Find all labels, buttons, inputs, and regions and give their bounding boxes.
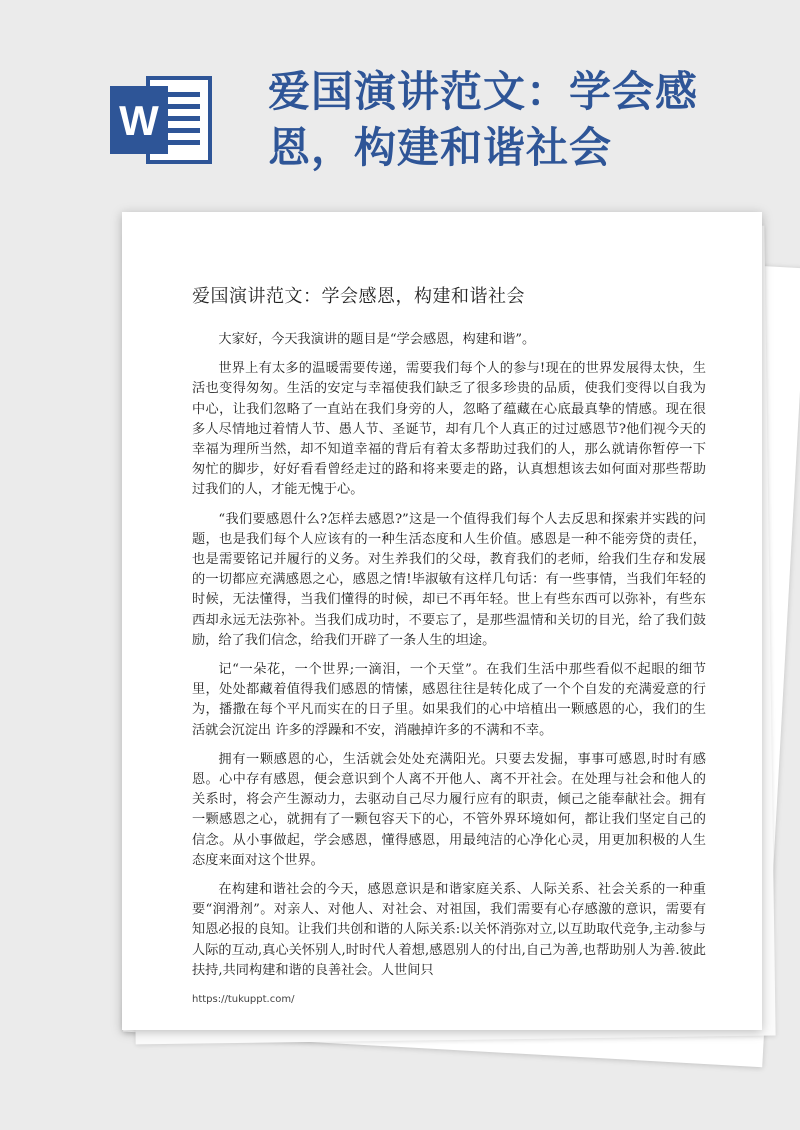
paragraph: 世界上有太多的温暖需要传递，需要我们每个人的参与!现在的世界发展得太快，生活也变得匆匆。生活的安定与幸福使我们缺乏了很多珍贵的品质，使我们变得以自我为中心，让我们忽略了一直站在我们身旁的人，忽略了蕴藏在心底最真挚的情感。现在很多人尽情地过着情人节、愚人节、圣诞节，却有几个人真正的过过感恩节?他们视今天的幸福为理所当然，却不知道幸福的背后有着太多帮助过我们的人，那么就请你暂停一下匆忙的脚步，好好看看曾经走过的路和将来要走的路，认真想想该去如何面对那些帮助过我们的人，才能无愧于心。	[192, 361, 706, 498]
document-heading: 爱国演讲范文：学会感恩，构建和谐社会	[192, 286, 525, 307]
paragraph: 在构建和谐社会的今天，感恩意识是和谐家庭关系、人际关系、社会关系的一种重要“润滑剂”。对亲人、对他人、对社会、对祖国，我们需要有心存感激的意识，需要有知恩必报的良知。让我们共创和谐的人际关系:以关怀消弥对立,以互助取代竞争,主动参与人际的互动,真心关怀别人,时时代人着想,感恩别人的付出,自己为善,也帮助别人为善.彼此扶持,共同构建和谐的良善社会。人世间只	[192, 882, 706, 978]
footer-url[interactable]: https://tukuppt.com/	[192, 994, 295, 1005]
word-logo-letter: W	[119, 97, 159, 144]
paragraph: 记“一朵花，一个世界;一滴泪，一个天堂”。在我们生活中那些看似不起眼的细节里，处处都藏着值得我们感恩的情愫，感恩往往是转化成了一个个自发的充满爱意的行为，播撒在每个平凡而实在的日子里。如果我们的心中培植出一颗感恩的心，我们的生活就会沉淀出 许多的浮躁和不安，消融掉许多的不满和不幸。	[192, 662, 706, 738]
document-body	[192, 330, 706, 990]
paragraph: “我们要感恩什么?怎样去感恩?”这是一个值得我们每个人去反思和探索并实践的问题，也是我们每个人应该有的一种生活态度和人生价值。感恩是一种不能旁贷的责任，也是需要铭记并履行的义务。对生养我们的父母，教育我们的老师，给我们生存和发展的一切都应充满感恩之心，感恩之情!毕淑敏有这样几句话：有一些事情，当我们年轻的时候，无法懂得，当我们懂得的时候，却已不再年轻。世上有些东西可以弥补，有些东西却永远无法弥补。当我们成功时，不要忘了，是那些温情和关切的目光，给了我们鼓励，给了我们信念，给我们开辟了一条人生的坦途。	[192, 511, 706, 648]
word-document-icon	[108, 72, 214, 168]
header-banner	[0, 0, 800, 200]
banner-title: 爱国演讲范文：学会感恩，构建和谐社会	[268, 67, 699, 172]
paragraph: 拥有一颗感恩的心，生活就会处处充满阳光。只要去发掘，事事可感恩,时时有感恩。心中存有感恩，便会意识到个人离不开他人、离不开社会。在处理与社会和他人的关系时，将会产生源动力，去驱动自己尽力履行应有的职责，倾己之能奉献社会。拥有一颗感恩之心，就拥有了一颗包容天下的心，不管外界环境如何，都让我们坚定自己的信念。从小事做起，学会感恩，懂得感恩，用最纯洁的心净化心灵，用更加积极的人生态度来面对这个世界。	[192, 751, 706, 868]
document-page	[122, 212, 762, 1030]
paragraph: 大家好，今天我演讲的题目是“学会感恩，构建和谐”。	[218, 332, 536, 347]
